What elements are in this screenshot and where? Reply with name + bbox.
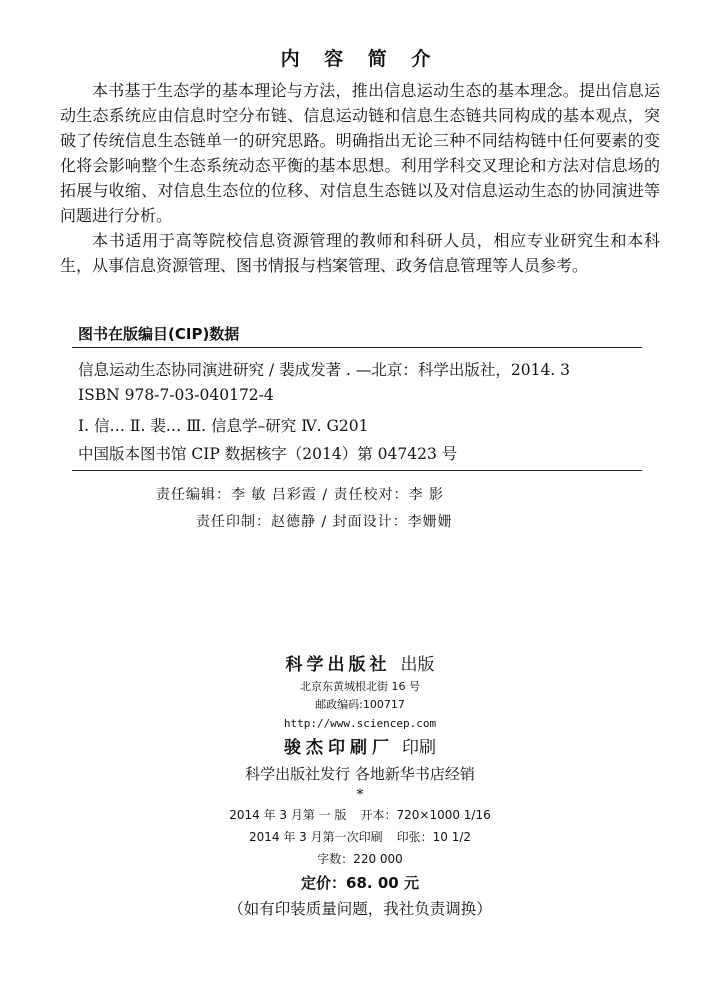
printing-line bbox=[0, 826, 720, 848]
publisher-suffix: 出版 bbox=[400, 655, 435, 675]
publisher-url: http://www.sciencep.com bbox=[283, 717, 437, 730]
production-credits: 责任印制：赵德静 / 封面设计：李姗姗 bbox=[196, 514, 453, 530]
cip-record-number-line: 中国版本图书馆 CIP 数据核字（2014）第 047423 号 bbox=[78, 445, 458, 463]
publisher-address: 北京东黄城根北街 16 号 bbox=[300, 680, 420, 693]
cip-bottom-rule bbox=[72, 470, 642, 471]
printed-sheets: 印张：10 1/2 bbox=[396, 830, 472, 844]
distribution-line: 科学出版社发行 各地新华书店经销 bbox=[245, 765, 475, 783]
edition-date: 2014 年 3 月第 一 版 bbox=[229, 808, 347, 822]
publisher-line bbox=[0, 652, 720, 678]
colophon bbox=[0, 652, 720, 922]
publisher-postcode: 邮政编码:100717 bbox=[315, 698, 405, 711]
cip-isbn-line: ISBN 978-7-03-040172-4 bbox=[78, 386, 274, 404]
separator-star: * bbox=[356, 787, 364, 803]
intro-paragraph-2: 本书适用于高等院校信息资源管理的教师和科研人员，相应专业研究生和本科生，从事信息资源管理、图书情报与档案管理、政务信息管理等人员参考。 bbox=[60, 231, 660, 275]
cip-classification-line: Ⅰ. 信… Ⅱ. 裴… Ⅲ. 信息学–研究 Ⅳ. G201 bbox=[78, 417, 369, 435]
edition-line bbox=[0, 804, 720, 826]
intro-section bbox=[60, 78, 660, 278]
editor-credits: 责任编辑：李 敏 吕彩霞 / 责任校对：李 影 bbox=[156, 487, 444, 503]
printing-date: 2014 年 3 月第一次印刷 bbox=[248, 830, 383, 844]
cip-top-rule bbox=[72, 347, 642, 348]
word-count: 字数：220 000 bbox=[317, 852, 403, 866]
printer-suffix: 印刷 bbox=[402, 738, 436, 758]
page-format: 开本：720×1000 1/16 bbox=[360, 808, 491, 822]
intro-paragraph-1: 本书基于生态学的基本理论与方法，推出信息运动生态的基本理念。提出信息运动生态系统应由信息时空分布链、信息运动链和信息生态链共同构成的基本观点，突破了传统信息生态链单一的研究思路。明确指出无论三种不同结构链中任何要素的变化将会影响整个生态系统动态平衡的基本思想。利用学科交叉理论和方法对信息场的拓展与收缩、对信息生态位的位移、对信息生态链以及对信息运动生态的协同演进等问题进行分析。 bbox=[60, 81, 660, 225]
printer-name: 骏杰印刷厂 bbox=[284, 738, 394, 758]
printer-line bbox=[0, 734, 720, 762]
publisher-name: 科学出版社 bbox=[285, 655, 391, 675]
quality-note: （如有印装质量问题，我社负责调换） bbox=[228, 900, 492, 918]
intro-title: 内 容 简 介 bbox=[280, 48, 440, 70]
cip-title-line: 信息运动生态协同演进研究 / 裴成发著 . —北京：科学出版社，2014. 3 bbox=[78, 361, 571, 379]
price: 定价：68. 00 元 bbox=[301, 874, 419, 892]
cip-heading: 图书在版编目(CIP)数据 bbox=[78, 325, 240, 343]
